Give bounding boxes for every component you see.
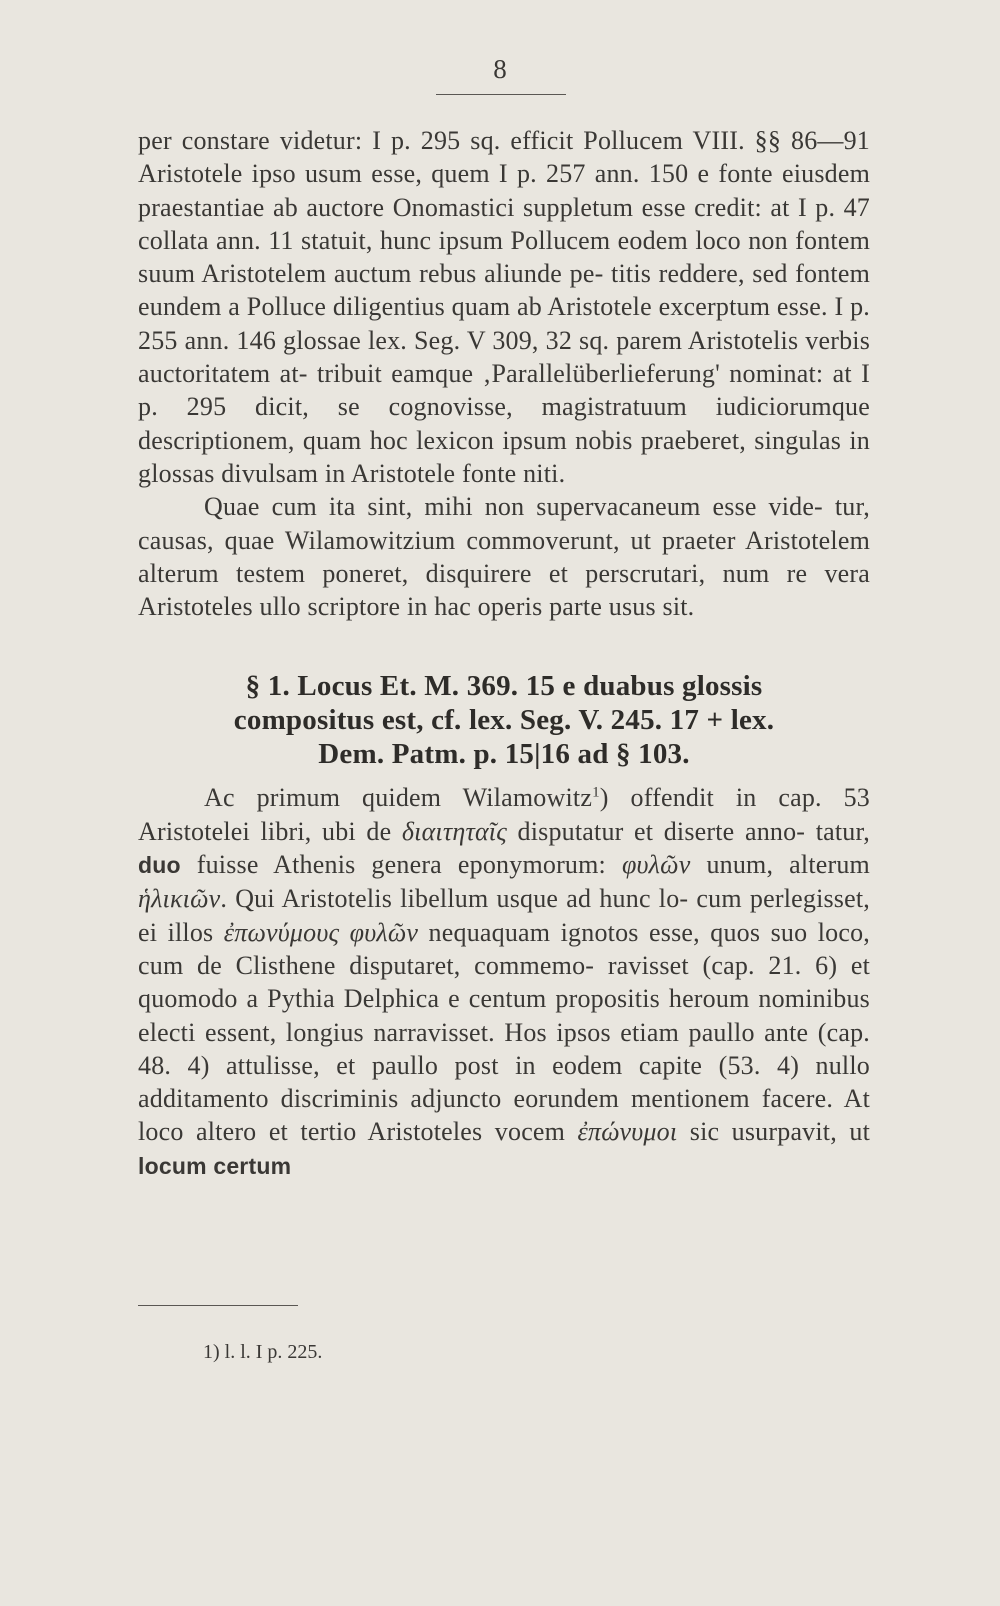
footnote: 1) l. l. I p. 225. bbox=[203, 1341, 323, 1363]
header-rule bbox=[436, 94, 566, 95]
greek-term: ἡλικιῶν bbox=[138, 884, 221, 914]
paragraph-2: Quae cum ita sint, mihi non supervacaneum esse vide- tur, causas, quae Wilamowitzium commoverunt, ut praeter Aristotelem alterum testem poneret, disquirere et perscrutari, num re vera Aristoteles ullo scriptore in hac operis parte usus sit. bbox=[138, 492, 870, 622]
greek-term: ἐπώνυμοι bbox=[577, 1117, 678, 1147]
page-number: 8 bbox=[493, 54, 507, 84]
paragraph-1: per constare videtur: I p. 295 sq. efficit Pollucem VIII. §§ 86—91 Aristotele ipso usum esse, quem I p. 257 ann. 150 e fonte eiusdem praestantiae ab auctore Onomastici suppletum esse credit: at I p. 47 collata ann. 11 statuit, hunc ipsum Pollucem eodem loco non fontem suum Aristotelem auctum rebus aliunde pe- titis reddere, sed fontem eundem a Polluce diligentius quam ab Aristotele excerptum esse. I p. 255 ann. 146 glossae lex. Seg. V 309, 32 sq. parem Aristotelis verbis auctoritatem at- tribuit eamque ‚Parallelüberlieferung' nominat: at I p. 295 dicit, se cognovisse, magistratuum iudiciorumque descriptionem, quam hoc lexicon ipsum nobis praeberet, singulas in glossas divulsam in Aristotele fonte niti. bbox=[138, 126, 871, 488]
paragraph-3: Ac primum quidem Wilamowitz$^1$) offendit in cap. 53 Aristotelei libri, ubi de διαιτηταῖς disputatur et diserte anno- tatur, duo fuisse Athenis genera eponymorum: φυλῶν unum, alterum ἡλικιῶν. Qui Aristotelis libellum usque ad hunc lo- cum perlegisset, ei illos ἐπωνύμους φυλῶν nequaquam ignotos esse, quos suo loco, cum de Clisthene disputaret, commemo- ravisset (cap. 21. 6) et quomodo a Pythia Delphica e centum propositis heroum nominibus electi essent, longius narravisset. Hos ipsos etiam paullo ante (cap. 48. 4) attulisse, et paullo post in eodem capite (53. 4) nullo additamento discriminis adjuncto eorundem mentionem facere. At loco altero et tertio Aristoteles vocem ἐπώνυμοι sic usurpavit, ut locum certum bbox=[138, 783, 870, 1179]
footnote-marker: 1 bbox=[592, 784, 600, 801]
emphasis: duo bbox=[138, 852, 181, 879]
emphasis: locum certum bbox=[138, 1152, 292, 1179]
greek-term: ἐπωνύμους φυλῶν bbox=[223, 917, 419, 947]
footnote-rule bbox=[138, 1305, 298, 1306]
section-heading: § 1. Locus Et. M. 369. 15 e duabus glossis compositus est, cf. lex. Seg. V. 245. 17 + lex. Dem. Patm. p. 15|16 ad § 103. bbox=[233, 670, 775, 771]
body-text bbox=[138, 124, 870, 1183]
greek-term: φυλῶν bbox=[621, 850, 691, 880]
greek-term: διαιτηταῖς bbox=[401, 816, 507, 846]
